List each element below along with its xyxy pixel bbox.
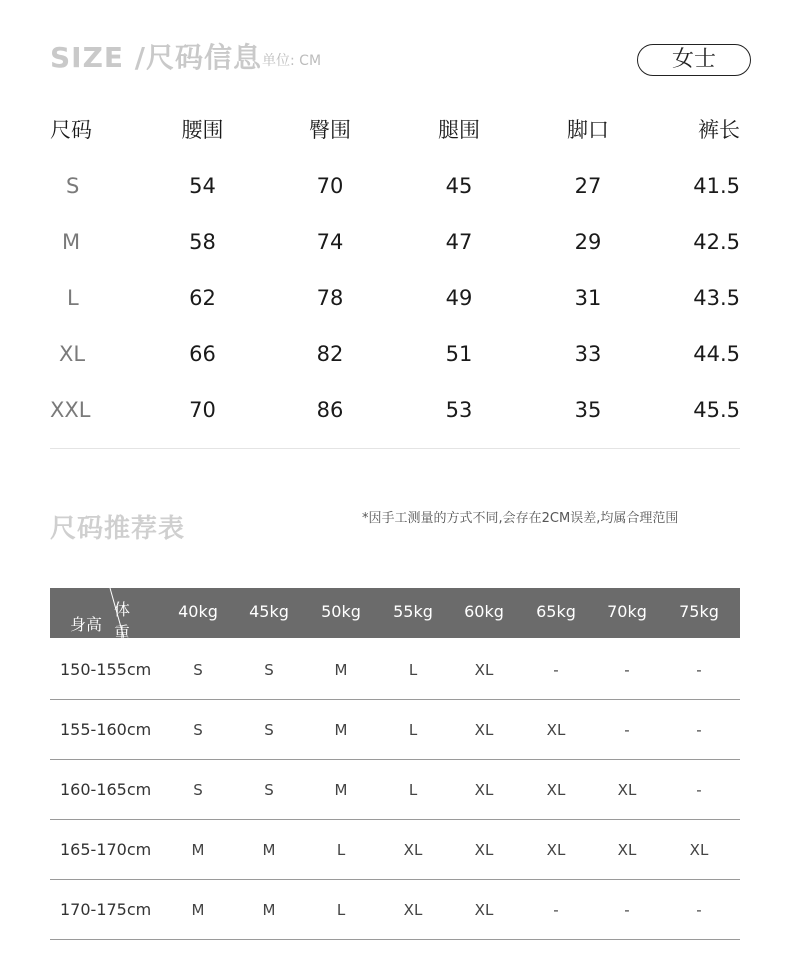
size-cell: M	[334, 781, 348, 799]
value-cell: 66	[189, 342, 216, 366]
value-cell: 35	[574, 398, 602, 422]
size-cell: L	[408, 781, 418, 799]
value-cell: 82	[316, 342, 344, 366]
value-cell: 74	[316, 230, 344, 254]
value-cell: 27	[574, 174, 602, 198]
size-cell: XXL	[50, 398, 91, 422]
value-cell: 31	[574, 286, 602, 310]
size-cell: -	[624, 661, 630, 679]
header-length: 裤长	[698, 118, 740, 142]
weight-header: 70kg	[607, 602, 647, 621]
table-row	[50, 326, 740, 382]
size-cell: M	[262, 901, 276, 919]
size-cell: XL	[59, 342, 86, 366]
value-cell: 42.5	[693, 230, 740, 254]
size-cell: M	[262, 841, 276, 859]
height-axis-label: 身高	[70, 615, 103, 634]
size-cell: M	[334, 721, 348, 739]
size-cell: S	[66, 174, 80, 198]
table-row	[50, 214, 740, 270]
weight-header: 40kg	[178, 602, 218, 621]
page-title: SIZE /尺码信息	[50, 41, 262, 74]
weight-header: 60kg	[464, 602, 504, 621]
size-cell: XL	[403, 901, 423, 919]
size-cell: S	[264, 721, 274, 739]
size-cell: L	[67, 286, 79, 310]
value-cell: 49	[445, 286, 473, 310]
height-cell: 170-175cm	[60, 900, 152, 919]
size-cell: XL	[546, 781, 566, 799]
size-cell: XL	[546, 721, 566, 739]
value-cell: 47	[445, 230, 473, 254]
size-cell: XL	[474, 781, 494, 799]
header-waist: 腰围	[181, 118, 224, 142]
weight-header: 75kg	[679, 602, 719, 621]
value-cell: 70	[316, 174, 344, 198]
size-cell: -	[553, 901, 559, 919]
height-cell: 160-165cm	[60, 780, 152, 799]
header-corner-cell	[50, 588, 131, 642]
size-cell: S	[193, 781, 203, 799]
size-cell: XL	[617, 841, 637, 859]
height-cell: 165-170cm	[60, 840, 152, 859]
size-cell: M	[62, 230, 81, 254]
value-cell: 78	[316, 286, 344, 310]
section-divider	[50, 448, 740, 449]
value-cell: 43.5	[693, 286, 740, 310]
size-cell: S	[193, 661, 203, 679]
size-cell: L	[336, 841, 346, 859]
size-cell: M	[191, 901, 205, 919]
header-hem: 脚口	[567, 118, 609, 142]
value-cell: 58	[189, 230, 216, 254]
weight-header: 55kg	[393, 602, 433, 621]
size-cell: S	[264, 781, 274, 799]
size-cell: XL	[474, 721, 494, 739]
recommend-row	[50, 700, 740, 760]
value-cell: 70	[189, 398, 216, 422]
header-thigh: 腿围	[438, 118, 480, 142]
weight-header: 65kg	[536, 602, 576, 621]
unit-label: 单位: CM	[262, 53, 322, 69]
size-cell: -	[553, 661, 559, 679]
size-cell: -	[696, 781, 702, 799]
size-cell: L	[336, 901, 346, 919]
size-cell: XL	[689, 841, 709, 859]
value-cell: 45	[445, 174, 473, 198]
value-cell: 33	[574, 342, 602, 366]
size-cell: -	[624, 901, 630, 919]
weight-axis-label: 体重	[114, 600, 131, 642]
recommend-row	[50, 820, 740, 880]
recommend-row	[50, 880, 740, 940]
size-cell: XL	[474, 901, 494, 919]
size-cell: -	[696, 661, 702, 679]
table-row	[50, 270, 740, 326]
size-cell: M	[334, 661, 348, 679]
size-cell: XL	[617, 781, 637, 799]
size-cell: XL	[474, 661, 494, 679]
measurement-note: *因手工测量的方式不同,会存在2CM误差,均属合理范围	[362, 511, 679, 526]
table-row	[50, 158, 740, 214]
recommend-row	[50, 640, 740, 700]
recommend-title: 尺码推荐表	[50, 514, 186, 544]
size-cell: -	[696, 901, 702, 919]
size-table	[50, 108, 740, 438]
size-cell: S	[264, 661, 274, 679]
size-cell: M	[191, 841, 205, 859]
value-cell: 41.5	[693, 174, 740, 198]
value-cell: 29	[574, 230, 602, 254]
value-cell: 86	[316, 398, 344, 422]
value-cell: 54	[189, 174, 216, 198]
size-table-header	[50, 108, 740, 158]
size-cell: XL	[403, 841, 423, 859]
size-cell: L	[408, 661, 418, 679]
value-cell: 53	[445, 398, 473, 422]
size-cell: XL	[474, 841, 494, 859]
value-cell: 51	[445, 342, 473, 366]
weight-header: 45kg	[249, 602, 289, 621]
value-cell: 44.5	[693, 342, 740, 366]
gender-badge: 女士	[637, 44, 751, 76]
table-row	[50, 382, 740, 438]
size-cell: L	[408, 721, 418, 739]
weight-header: 50kg	[321, 602, 361, 621]
size-cell: -	[624, 721, 630, 739]
size-cell: -	[696, 721, 702, 739]
height-cell: 150-155cm	[60, 660, 152, 679]
height-cell: 155-160cm	[60, 720, 152, 739]
header-hip: 臀围	[309, 118, 351, 142]
recommend-row	[50, 760, 740, 820]
size-cell: S	[193, 721, 203, 739]
value-cell: 62	[189, 286, 216, 310]
size-cell: XL	[546, 841, 566, 859]
header-size: 尺码	[50, 118, 92, 142]
value-cell: 45.5	[693, 398, 740, 422]
